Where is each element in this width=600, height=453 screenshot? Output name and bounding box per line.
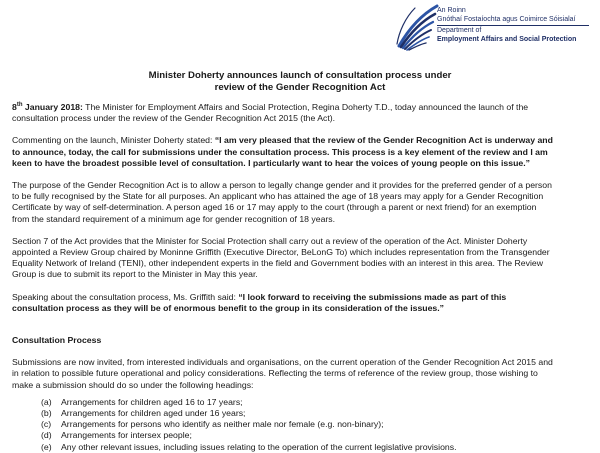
paragraph-section7 — [12, 236, 596, 281]
list-item-letter: (c) — [41, 419, 52, 430]
para4-line4: Group is due to submit its report to the Minister in May this year. — [12, 269, 258, 280]
list-item-letter: (b) — [41, 408, 52, 419]
department-logo — [393, 2, 598, 54]
list-item-letter: (d) — [41, 430, 52, 441]
list-item-text: Arrangements for intersex people; — [61, 430, 192, 441]
para3-line4: from the standard requirement of a minimum age for gender recognition of 18 years. — [12, 213, 336, 224]
list-item-text: Any other relevant issues, including issues relating to the operation of the current legislative provisions. — [61, 441, 457, 452]
list-item-text: Arrangements for children aged under 16 years; — [61, 408, 246, 419]
para3-line3: Certificate by way of self-determination. A person aged 16 or 17 may apply to the court (through a parent or next friend) for an exemption — [12, 202, 537, 213]
date-suffix: th — [16, 102, 23, 109]
title-line2: review of the Gender Recognition Act — [214, 81, 386, 93]
paragraph-griffith-quote — [12, 292, 596, 314]
para2-bold1: “I am very pleased that the review of the Gender Recognition Act is underway and — [214, 135, 553, 146]
paragraph-launch-quote — [12, 135, 596, 169]
list-item-letter: (a) — [41, 396, 52, 407]
list-item — [12, 419, 596, 430]
para1-line2: consultation process under the review of the Gender Recognition Act 2015 (the Act). — [12, 113, 336, 124]
title-line1: Minister Doherty announces launch of consultation process under — [148, 70, 452, 81]
list-item — [12, 408, 596, 419]
logo-english-line1: Department of — [437, 27, 482, 35]
date-day: 8 — [12, 102, 17, 112]
submission-headings-list — [12, 397, 596, 453]
page-title — [0, 70, 600, 93]
para2-bold3: keen to have the broadest possible level of consultation. I particularly want to hear the voices of young people on this issue.” — [12, 157, 530, 168]
section-heading: Consultation Process — [12, 335, 102, 346]
list-item-text: Arrangements for children aged 16 to 17 years; — [61, 396, 243, 407]
list-item — [12, 430, 596, 441]
list-item — [12, 397, 596, 408]
para6-line2: in relation to possible future operational and policy considerations. Reflecting the terms of reference of the review group, those wishing to — [12, 368, 538, 379]
para1-line1: The Minister for Employment Affairs and Social Protection, Regina Doherty T.D., today announced the launch of the — [82, 102, 529, 112]
para4-line3: Equality Network of Ireland (TENI), other independent experts in the field and Government bodies with an interest in this area. The Review — [12, 258, 544, 269]
logo-english-line2: Employment Affairs and Social Protection — [437, 35, 577, 43]
logo-irish-line2: Gnóthaí Fostaíochta agus Coimirce Sóisialaí — [437, 15, 576, 23]
para3-line1: The purpose of the Gender Recognition Act is to allow a person to legally change gender and it provides for the preferred gender of a person — [12, 180, 552, 191]
para5-intro: Speaking about the consultation process, Ms. Griffith said: — [12, 291, 239, 302]
paragraph-purpose — [12, 180, 596, 225]
list-item — [12, 442, 596, 453]
document-body — [12, 102, 596, 453]
list-item-text: Arrangements for persons who identify as neither male nor female (e.g. non-binary); — [61, 419, 384, 430]
logo-irish-line1: An Roinn — [437, 7, 466, 14]
para5-bold1: “I look forward to receiving the submissions made as part of this — [238, 291, 507, 302]
logo-divider — [437, 25, 589, 26]
para4-line1: Section 7 of the Act provides that the Minister for Social Protection shall carry out a review of the operation of the Act. Minister Doherty — [12, 235, 528, 246]
paragraph-submissions — [12, 357, 596, 391]
para3-line2: to be fully recognised by the State for all purposes. An applicant who has attained the age of 18 years may apply for a Gender Recognition — [12, 191, 544, 202]
para5-bold2: consultation process as they will be of enormous benefit to the group in its consideration of the issues.” — [12, 302, 445, 313]
paragraph-date — [12, 102, 596, 124]
list-item-letter: (e) — [41, 441, 52, 452]
para4-line2: appointed a Review Group chaired by Moninne Griffith (Executive Director, BeLonG To) which includes representation from the Transgender — [12, 247, 550, 258]
para6-line3: make a submission should do so under the following headings: — [12, 379, 254, 390]
para6-line1: Submissions are now invited, from interested individuals and organisations, on the current operation of the Gender Recognition Act 2015 and — [12, 357, 553, 368]
para2-bold2: to announce, today, the call for submissions under the consultation process. This process is a key element of the review and I am — [12, 146, 548, 157]
para2-intro: Commenting on the launch, Minister Doherty stated: — [12, 135, 215, 146]
date-rest: January 2018: — [22, 102, 83, 112]
harp-emblem-icon — [393, 2, 441, 52]
